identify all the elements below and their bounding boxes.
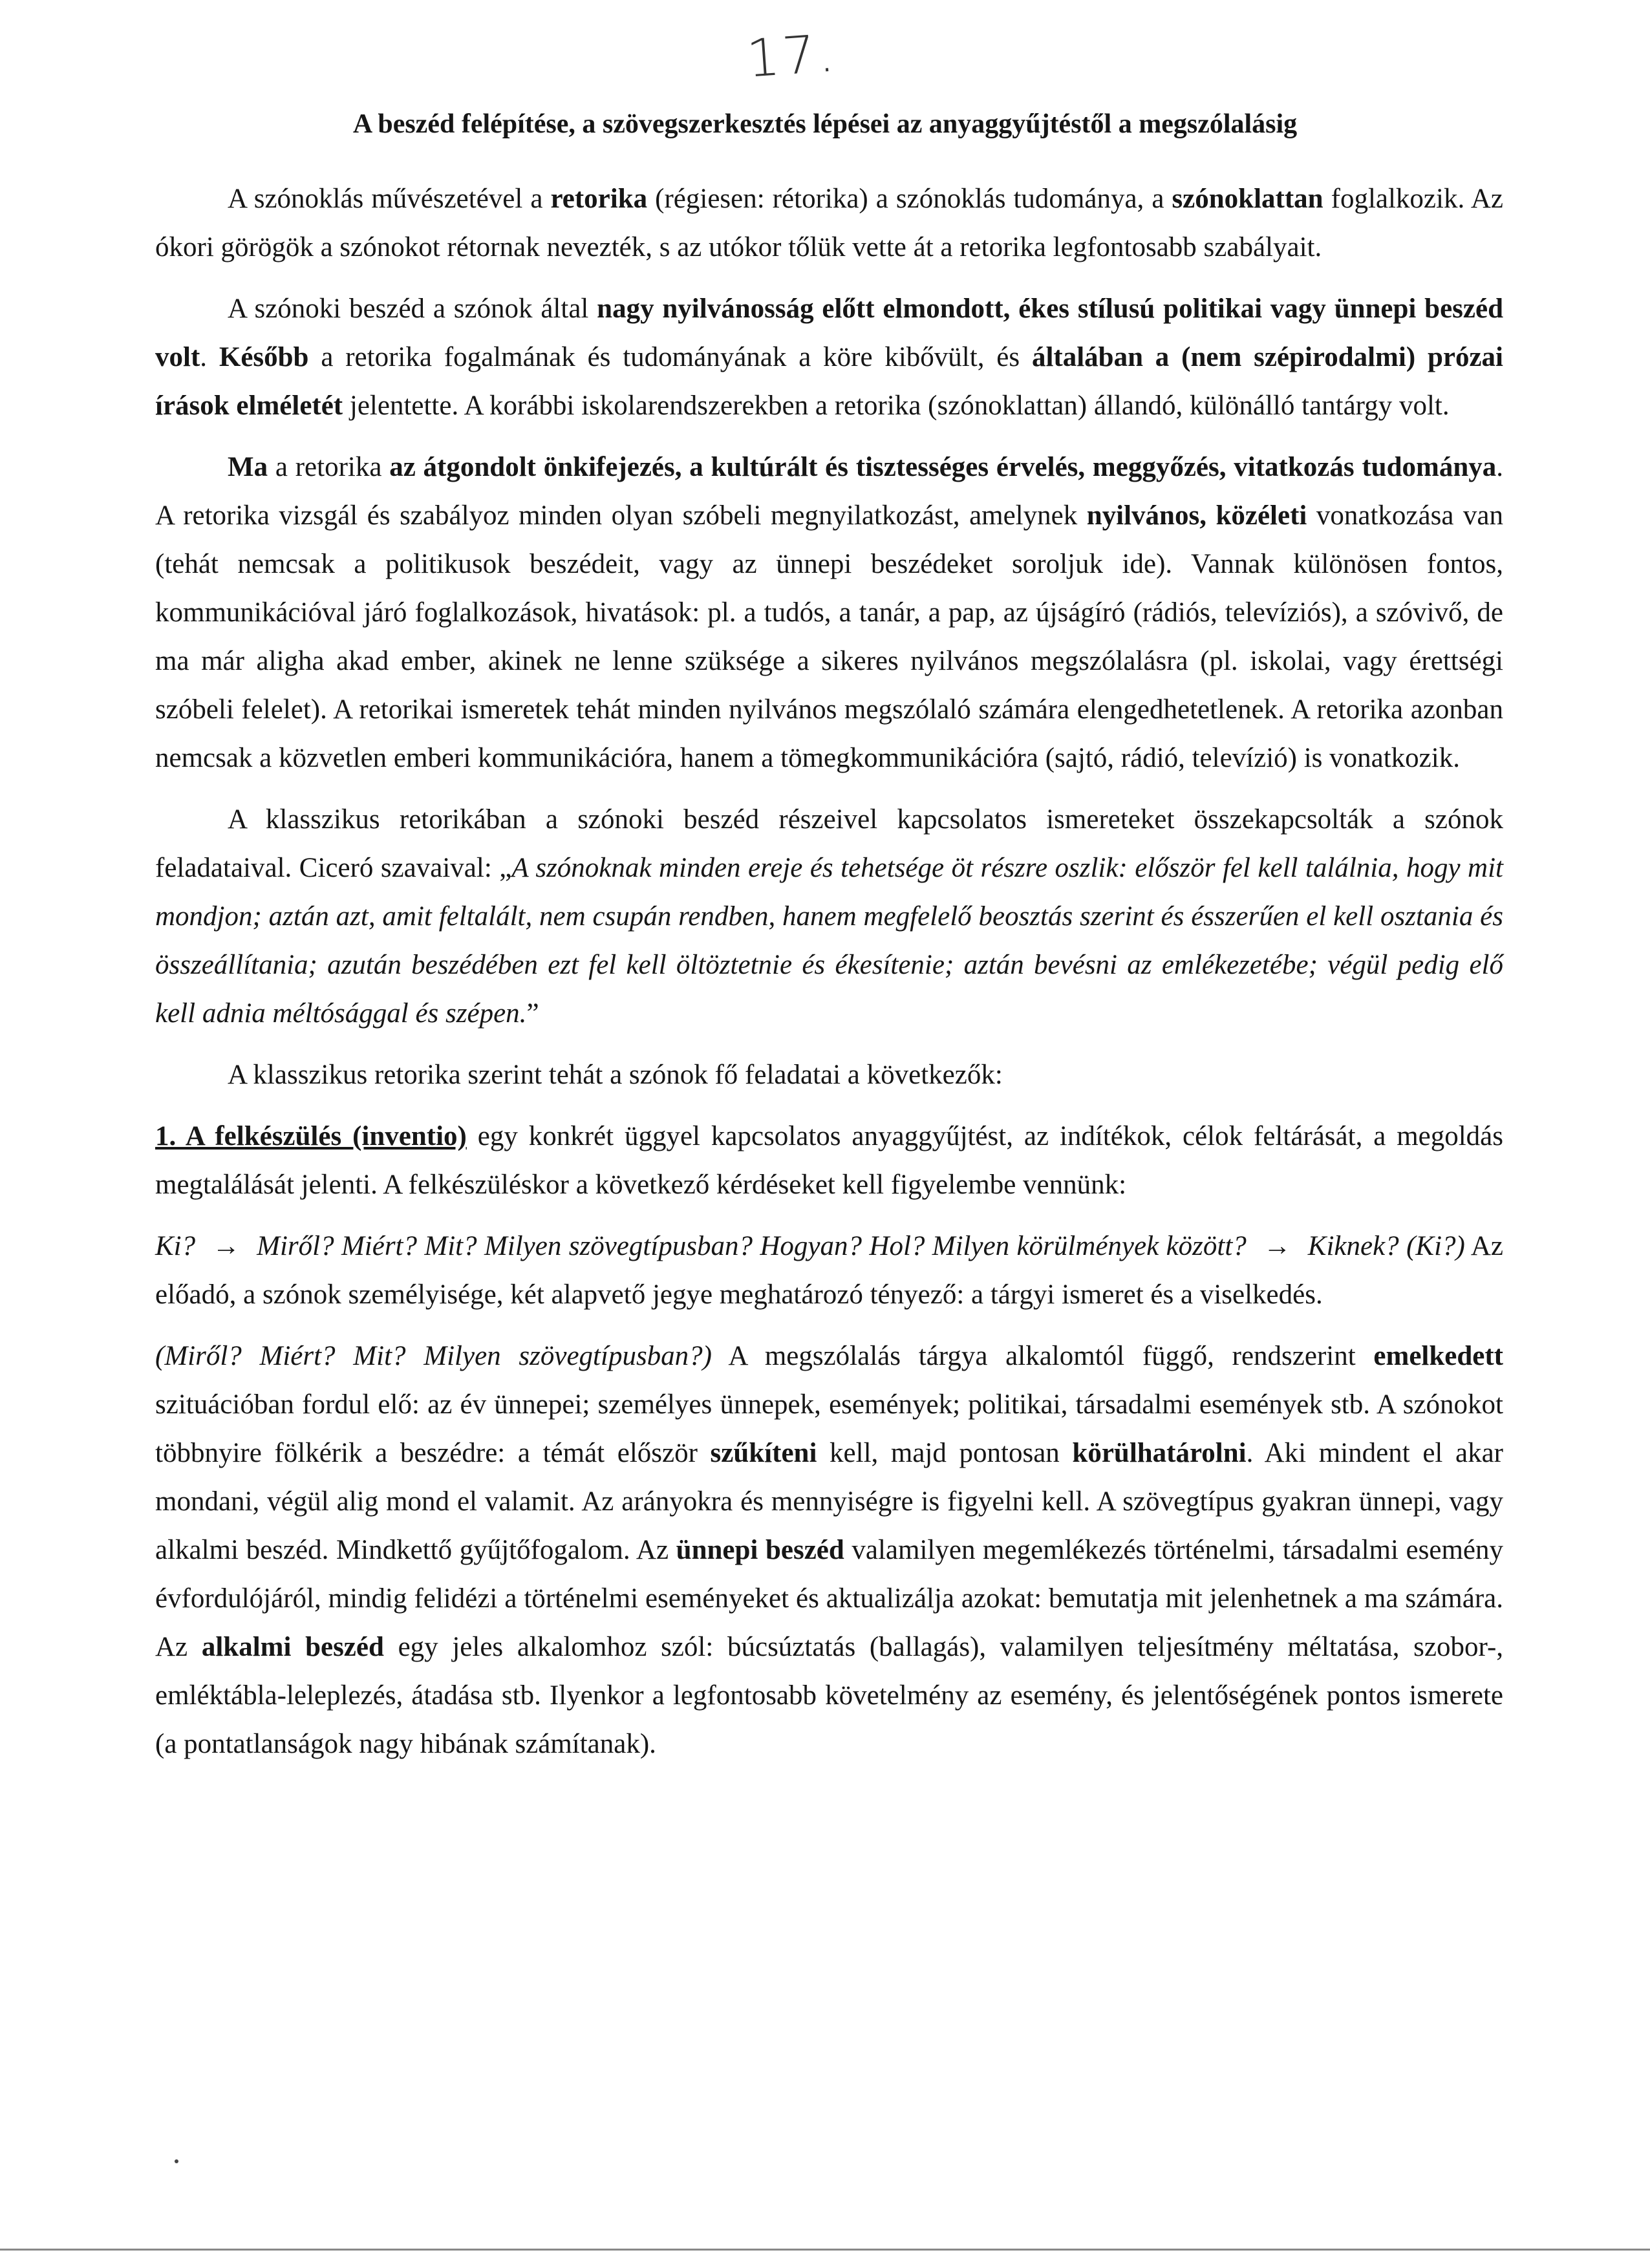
right-arrow-icon: → [212,1231,241,1261]
p2-bold-1: nagy nyilvánosság előtt elmondott, ékes stílusú politikai vagy ünnepi beszéd volt [155,294,1504,372]
p3-bold-1: Ma [228,452,268,482]
p7-italic-ki: Ki? [155,1231,196,1261]
handwritten-page-number: 17. [744,23,839,89]
p6-text-a: egy konkrét üggyel kapcsolatos anyaggyűjtést, az indítékok, célok feltárását, a megoldás megtalálását jelenti. A felkészüléskor a következő kérdéseket kell figyelembe vennünk: [155,1121,1503,1200]
p2-text-a: A szónoki beszéd a szónok által [228,294,597,324]
p7-text-a: Az előadó, a szónok személyisége, két alapvető jegye meghatározó tényező: a tárgyi ismeret és a viselkedés. [155,1231,1503,1310]
p1-bold-retorika: retorika [550,184,648,214]
page-title: A beszéd felépítése, a szövegszerkesztés lépései az anyaggyűjtéstől a megszólalásig [352,109,1298,139]
p8-text-g: egy jeles alkalomhoz szól: búcsúztatás (ballagás), valamilyen teljesítmény méltatása, szobor-, emléktábla-leleplezés, átadása stb. Ilyenkor a legfontosabb követelmény az esemény, és jelentőségének pontos ismerete (a pontatlanságok nagy hibának számítanak). [155,1632,1504,1759]
p7-italic-ki-paren: (Ki?) [1406,1231,1465,1261]
p1-bold-szonoklattan: szónoklattan [1172,184,1323,214]
p3-bold-3: nyilvános, közéleti [1086,500,1307,531]
p8-text-a: A megszólalás tárgya alkalomtól függő, rendszerint [712,1341,1374,1371]
p8-text-c: szituációban fordul elő: az év ünnepei; személyes ünnepek, események; politikai, társadalmi események stb. A szónokot többnyire fölkérik a beszédre: a témát először [155,1389,1503,1468]
scan-edge-line [0,2249,1650,2251]
p8-bold-4: ünnepi beszéd [676,1535,844,1565]
p8-text-d: kell, majd pontosan [817,1438,1073,1468]
p8-bold-1: emelkedett [1373,1341,1503,1371]
cicero-quote: A szónoknak minden ereje és tehetsége öt részre oszlik: először fel kell találnia, hogy mit mondjon; aztán azt, amit feltalált, nem csupán rendben, hanem megfelelő beosztás szerint és ésszerűen el kell osztania és összeállítania; azután beszédében ezt fel kell öltöztetnie és ékesítenie; aztán bevésni az emlékezetébe; végül pedig elő kell adnia méltósággal és szépen. [155,853,1504,1029]
paragraph-6 [155,1112,1503,1209]
p2-bold-3: általában a (nem szépirodalmi) prózai írások elméletét [155,342,1504,421]
paragraph-4 [155,795,1503,1038]
p7-italic-kiknek: Kiknek? [1307,1231,1399,1261]
p2-text-c: . [200,342,219,372]
p8-bold-5: alkalmi beszéd [201,1632,384,1662]
paragraph-3 [155,443,1503,782]
paragraph-5: A klasszikus retorika szerint tehát a szónok fő feladatai a következők: [228,1060,1003,1090]
p8-italic-questions: (Miről? Miért? Mit? Milyen szövegtípusban?) [155,1341,712,1371]
document-body [155,175,1503,1781]
p1-text-a: A szónoklás művészetével a [228,184,551,214]
p1-text-c: (régiesen: rétorika) a szónoklás tudománya, a [647,184,1172,214]
p3-text-c: . A retorika vizsgál és szabályoz minden olyan szóbeli megnyilatkozást, amelynek [155,452,1503,531]
p2-text-e: jelentette. A korábbi iskolarendszerekben a retorika (szónoklattan) állandó, különálló tantárgy volt. [343,390,1450,421]
p3-bold-2: az átgondolt önkifejezés, a kultúrált és tisztességes érvelés, meggyőzés, vitatkozás tudománya [389,452,1497,482]
p4-text-b: ” [526,998,539,1029]
paragraph-7 [155,1222,1503,1319]
scan-speck [175,2159,178,2163]
paragraph-1 [155,175,1503,272]
paragraph-2 [155,284,1503,430]
p7-italic-questions: Miről? Miért? Mit? Milyen szövegtípusban? Hogyan? Hol? Milyen körülmények között? [257,1231,1247,1261]
section-heading-inventio: 1. A felkészülés (inventio) [155,1121,467,1151]
p4-text-a: A klasszikus retorikában a szónoki beszéd részeivel kapcsolatos ismereteket összekapcsolták a szónok feladataival. Ciceró szavaival: „ [155,804,1503,883]
paragraph-8 [155,1332,1503,1768]
p8-text-e: . Aki mindent el akar mondani, végül alig mond el valamit. Az arányokra és mennyiségre is figyelni kell. A szövegtípus gyakran ünnepi, vagy alkalmi beszéd. Mindkettő gyűjtőfogalom. Az [155,1438,1503,1565]
p8-text-f: valamilyen megemlékezés történelmi, társadalmi esemény évfordulójáról, mindig felidézi a történelmi eseményeket és aktualizálja azokat: bemutatja mit jelenhetnek a ma számára. Az [155,1535,1503,1662]
right-arrow-icon: → [1263,1231,1291,1261]
p2-text-d: a retorika fogalmának és tudományának a köre kibővült, és [308,342,1032,372]
p2-bold-2: Később [219,342,309,372]
p8-bold-3: körülhatárolni [1072,1438,1247,1468]
p8-bold-2: szűkíteni [710,1438,817,1468]
p3-text-d: vonatkozása van (tehát nemcsak a politikusok beszédeit, vagy az ünnepi beszédeket soroljuk ide). Vannak különösen fontos, kommunikációval járó foglalkozások, hivatások: pl. a tudós, a tanár, a pap, az újságíró (rádiós, televíziós), a szóvivő, de ma már aligha akad ember, akinek ne lenne szüksége a sikeres nyilvános megszólalásra (pl. iskolai, vagy érettségi szóbeli felelet). A retorikai ismeretek tehát minden nyilvános megszólaló számára elengedhetetlenek. A retorika azonban nemcsak a közvetlen emberi kommunikációra, hanem a tömegkommunikációra (sajtó, rádió, televízió) is vonatkozik. [155,500,1504,773]
p3-text-a: a retorika [268,452,390,482]
p1-text-d: foglalkozik. Az ókori görögök a szónokot rétornak nevezték, s az utókor tőlük vette át a retorika legfontosabb szabályait. [155,184,1503,262]
